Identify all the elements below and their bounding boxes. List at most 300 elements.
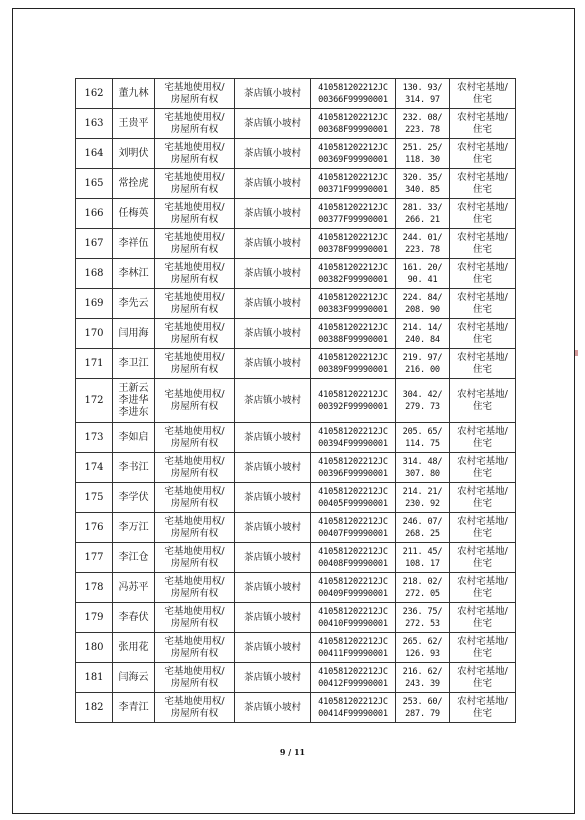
area-cell — [396, 603, 450, 633]
area-cell — [396, 379, 450, 423]
certificate-number-line: 410581202212JC — [318, 456, 388, 467]
right-type-line: 宅基地使用权/ — [164, 171, 225, 183]
land-use-line: 农村宅基地/ — [457, 171, 508, 183]
table-row — [76, 109, 516, 139]
row-number-cell: 182 — [76, 693, 113, 723]
right-type-cell — [155, 319, 235, 349]
area-cell — [396, 573, 450, 603]
owner-name-line: 李如启 — [118, 431, 149, 443]
certificate-number-line: 00394F99990001 — [318, 438, 388, 449]
row-number-cell: 167 — [76, 229, 113, 259]
area-line: 230. 92 — [405, 498, 440, 509]
certificate-number-line: 410581202212JC — [318, 82, 388, 93]
owner-name-cell — [113, 199, 155, 229]
certificate-number-cell — [311, 423, 396, 453]
land-use-line: 住宅 — [472, 647, 492, 659]
area-cell — [396, 139, 450, 169]
right-type-line: 房屋所有权 — [170, 153, 219, 165]
certificate-number-line: 00405F99990001 — [318, 498, 388, 509]
row-number-cell: 165 — [76, 169, 113, 199]
right-type-line: 宅基地使用权/ — [164, 201, 225, 213]
right-type-cell — [155, 169, 235, 199]
area-line: 219. 97/ — [402, 352, 443, 363]
owner-name-line: 刘明伏 — [118, 147, 149, 159]
certificate-number-line: 00378F99990001 — [318, 244, 388, 255]
row-number-cell: 178 — [76, 573, 113, 603]
right-type-cell — [155, 199, 235, 229]
row-number-cell: 162 — [76, 79, 113, 109]
certificate-number-cell — [311, 693, 396, 723]
certificate-number-line: 410581202212JC — [318, 486, 388, 497]
table-row — [76, 139, 516, 169]
right-type-line: 宅基地使用权/ — [164, 485, 225, 497]
certificate-number-cell — [311, 573, 396, 603]
right-type-line: 房屋所有权 — [170, 400, 219, 412]
owner-name-cell — [113, 79, 155, 109]
owner-name-line: 闫用海 — [118, 327, 149, 339]
certificate-number-line: 00408F99990001 — [318, 558, 388, 569]
certificate-number-line: 00407F99990001 — [318, 528, 388, 539]
land-use-line: 农村宅基地/ — [457, 425, 508, 437]
area-line: 253. 60/ — [402, 696, 443, 707]
certificate-number-line: 00414F99990001 — [318, 708, 388, 719]
land-use-line: 农村宅基地/ — [457, 605, 508, 617]
right-type-line: 房屋所有权 — [170, 587, 219, 599]
land-use-line: 住宅 — [472, 123, 492, 135]
area-line: 314. 97 — [405, 94, 440, 105]
row-number-cell: 176 — [76, 513, 113, 543]
area-line: 243. 39 — [405, 678, 440, 689]
area-line: 314. 48/ — [402, 456, 443, 467]
area-cell — [396, 169, 450, 199]
owner-name-line: 李江仓 — [118, 551, 149, 563]
right-type-line: 房屋所有权 — [170, 123, 219, 135]
row-number-cell: 171 — [76, 349, 113, 379]
area-line: 251. 25/ — [402, 142, 443, 153]
owner-name-cell — [113, 693, 155, 723]
location-cell: 茶店镇小坡村 — [235, 483, 311, 513]
area-cell — [396, 229, 450, 259]
right-type-line: 房屋所有权 — [170, 363, 219, 375]
area-line: 211. 45/ — [402, 546, 443, 557]
right-type-line: 宅基地使用权/ — [164, 351, 225, 363]
location-cell: 茶店镇小坡村 — [235, 319, 311, 349]
certificate-number-cell — [311, 603, 396, 633]
area-line: 126. 93 — [405, 648, 440, 659]
certificate-number-cell — [311, 289, 396, 319]
right-type-line: 宅基地使用权/ — [164, 81, 225, 93]
owner-name-cell — [113, 513, 155, 543]
right-type-cell — [155, 603, 235, 633]
right-type-line: 宅基地使用权/ — [164, 515, 225, 527]
right-type-line: 房屋所有权 — [170, 497, 219, 509]
table-row — [76, 603, 516, 633]
certificate-number-line: 410581202212JC — [318, 696, 388, 707]
certificate-number-cell — [311, 109, 396, 139]
area-line: 208. 90 — [405, 304, 440, 315]
land-use-cell — [450, 603, 516, 633]
right-type-cell — [155, 423, 235, 453]
row-number-cell: 168 — [76, 259, 113, 289]
right-type-cell — [155, 379, 235, 423]
certificate-number-line: 410581202212JC — [318, 636, 388, 647]
table-row — [76, 573, 516, 603]
land-use-line: 农村宅基地/ — [457, 635, 508, 647]
right-type-cell — [155, 289, 235, 319]
certificate-number-line: 410581202212JC — [318, 426, 388, 437]
owner-name-line: 李春伏 — [118, 611, 149, 623]
land-use-line: 住宅 — [472, 557, 492, 569]
owner-name-line: 董九林 — [118, 87, 149, 99]
certificate-number-line: 00396F99990001 — [318, 468, 388, 479]
area-line: 214. 14/ — [402, 322, 443, 333]
registration-table — [75, 78, 516, 723]
right-type-line: 宅基地使用权/ — [164, 425, 225, 437]
certificate-number-line: 410581202212JC — [318, 576, 388, 587]
area-line: 268. 25 — [405, 528, 440, 539]
land-use-line: 住宅 — [472, 273, 492, 285]
right-type-line: 房屋所有权 — [170, 303, 219, 315]
land-use-line: 住宅 — [472, 303, 492, 315]
certificate-number-line: 410581202212JC — [318, 292, 388, 303]
location-cell: 茶店镇小坡村 — [235, 109, 311, 139]
table-row — [76, 379, 516, 423]
location-cell: 茶店镇小坡村 — [235, 693, 311, 723]
certificate-number-cell — [311, 543, 396, 573]
right-type-cell — [155, 229, 235, 259]
table-row — [76, 259, 516, 289]
owner-name-cell — [113, 543, 155, 573]
right-type-line: 宅基地使用权/ — [164, 141, 225, 153]
table-row — [76, 199, 516, 229]
owner-name-cell — [113, 483, 155, 513]
certificate-number-line: 00388F99990001 — [318, 334, 388, 345]
land-use-line: 农村宅基地/ — [457, 111, 508, 123]
right-type-line: 宅基地使用权/ — [164, 261, 225, 273]
right-type-line: 房屋所有权 — [170, 617, 219, 629]
land-use-line: 农村宅基地/ — [457, 141, 508, 153]
owner-name-cell — [113, 139, 155, 169]
right-type-line: 房屋所有权 — [170, 647, 219, 659]
certificate-number-line: 00382F99990001 — [318, 274, 388, 285]
owner-name-line: 李先云 — [118, 297, 149, 309]
land-use-line: 住宅 — [472, 617, 492, 629]
certificate-number-line: 00383F99990001 — [318, 304, 388, 315]
owner-name-line: 任梅英 — [118, 207, 149, 219]
area-line: 246. 07/ — [402, 516, 443, 527]
certificate-number-line: 410581202212JC — [318, 202, 388, 213]
owner-name-cell — [113, 603, 155, 633]
owner-name-line: 李万江 — [118, 521, 149, 533]
area-cell — [396, 79, 450, 109]
row-number-cell: 163 — [76, 109, 113, 139]
land-use-line: 住宅 — [472, 333, 492, 345]
area-cell — [396, 349, 450, 379]
land-use-line: 农村宅基地/ — [457, 695, 508, 707]
land-use-line: 农村宅基地/ — [457, 575, 508, 587]
area-line: 240. 84 — [405, 334, 440, 345]
land-use-cell — [450, 513, 516, 543]
right-type-line: 房屋所有权 — [170, 183, 219, 195]
right-type-cell — [155, 453, 235, 483]
certificate-number-line: 410581202212JC — [318, 389, 388, 400]
table-row — [76, 543, 516, 573]
area-cell — [396, 693, 450, 723]
area-cell — [396, 319, 450, 349]
right-type-line: 房屋所有权 — [170, 677, 219, 689]
land-use-line: 农村宅基地/ — [457, 515, 508, 527]
area-line: 232. 08/ — [402, 112, 443, 123]
land-use-line: 农村宅基地/ — [457, 201, 508, 213]
certificate-number-cell — [311, 229, 396, 259]
certificate-number-line: 410581202212JC — [318, 546, 388, 557]
certificate-number-line: 410581202212JC — [318, 112, 388, 123]
owner-name-line: 闫海云 — [118, 671, 149, 683]
owner-name-cell — [113, 229, 155, 259]
location-cell: 茶店镇小坡村 — [235, 379, 311, 423]
location-cell: 茶店镇小坡村 — [235, 139, 311, 169]
certificate-number-cell — [311, 663, 396, 693]
land-use-cell — [450, 379, 516, 423]
area-line: 272. 05 — [405, 588, 440, 599]
land-use-line: 农村宅基地/ — [457, 545, 508, 557]
right-type-line: 房屋所有权 — [170, 557, 219, 569]
right-type-cell — [155, 573, 235, 603]
owner-name-cell — [113, 289, 155, 319]
table-row — [76, 663, 516, 693]
area-cell — [396, 663, 450, 693]
area-line: 216. 62/ — [402, 666, 443, 677]
area-line: 236. 75/ — [402, 606, 443, 617]
certificate-number-line: 00409F99990001 — [318, 588, 388, 599]
land-use-line: 住宅 — [472, 677, 492, 689]
land-use-cell — [450, 259, 516, 289]
right-type-line: 房屋所有权 — [170, 243, 219, 255]
area-line: 304. 42/ — [402, 389, 443, 400]
right-type-cell — [155, 79, 235, 109]
right-type-line: 房屋所有权 — [170, 213, 219, 225]
right-type-cell — [155, 259, 235, 289]
area-line: 281. 33/ — [402, 202, 443, 213]
certificate-number-line: 00377F99990001 — [318, 214, 388, 225]
area-line: 90. 41 — [407, 274, 438, 285]
location-cell: 茶店镇小坡村 — [235, 633, 311, 663]
right-type-line: 宅基地使用权/ — [164, 231, 225, 243]
area-line: 307. 80 — [405, 468, 440, 479]
table-row — [76, 513, 516, 543]
certificate-number-cell — [311, 513, 396, 543]
area-line: 223. 78 — [405, 124, 440, 135]
row-number-cell: 175 — [76, 483, 113, 513]
right-type-cell — [155, 543, 235, 573]
table-body — [76, 79, 516, 723]
table-row — [76, 423, 516, 453]
right-type-cell — [155, 513, 235, 543]
certificate-number-cell — [311, 79, 396, 109]
certificate-number-line: 00369F99990001 — [318, 154, 388, 165]
owner-name-cell — [113, 109, 155, 139]
right-type-line: 宅基地使用权/ — [164, 321, 225, 333]
area-line: 287. 79 — [405, 708, 440, 719]
land-use-line: 住宅 — [472, 400, 492, 412]
area-cell — [396, 289, 450, 319]
land-use-cell — [450, 289, 516, 319]
owner-name-cell — [113, 259, 155, 289]
owner-name-line: 王贵平 — [118, 117, 149, 129]
land-use-cell — [450, 453, 516, 483]
right-type-line: 宅基地使用权/ — [164, 388, 225, 400]
right-type-cell — [155, 139, 235, 169]
certificate-number-line: 410581202212JC — [318, 516, 388, 527]
land-use-cell — [450, 319, 516, 349]
certificate-number-line: 410581202212JC — [318, 172, 388, 183]
scan-mark — [575, 350, 578, 356]
land-use-cell — [450, 573, 516, 603]
land-use-line: 住宅 — [472, 213, 492, 225]
area-line: 340. 85 — [405, 184, 440, 195]
land-use-cell — [450, 109, 516, 139]
owner-name-line: 李林江 — [118, 267, 149, 279]
table-row — [76, 633, 516, 663]
right-type-line: 宅基地使用权/ — [164, 665, 225, 677]
certificate-number-cell — [311, 453, 396, 483]
land-use-cell — [450, 423, 516, 453]
location-cell: 茶店镇小坡村 — [235, 423, 311, 453]
land-use-line: 住宅 — [472, 467, 492, 479]
land-use-line: 农村宅基地/ — [457, 291, 508, 303]
owner-name-cell — [113, 453, 155, 483]
right-type-cell — [155, 483, 235, 513]
owner-name-cell — [113, 573, 155, 603]
land-use-cell — [450, 229, 516, 259]
land-use-line: 住宅 — [472, 587, 492, 599]
certificate-number-cell — [311, 139, 396, 169]
certificate-number-line: 410581202212JC — [318, 232, 388, 243]
area-cell — [396, 543, 450, 573]
right-type-line: 房屋所有权 — [170, 467, 219, 479]
owner-name-line: 李进东 — [118, 406, 149, 418]
certificate-number-cell — [311, 483, 396, 513]
land-use-line: 农村宅基地/ — [457, 81, 508, 93]
area-line: 161. 20/ — [402, 262, 443, 273]
owner-name-line: 常拴虎 — [118, 177, 149, 189]
land-use-line: 农村宅基地/ — [457, 261, 508, 273]
location-cell: 茶店镇小坡村 — [235, 169, 311, 199]
right-type-line: 宅基地使用权/ — [164, 575, 225, 587]
certificate-number-line: 410581202212JC — [318, 322, 388, 333]
right-type-line: 房屋所有权 — [170, 333, 219, 345]
land-use-line: 住宅 — [472, 183, 492, 195]
certificate-number-line: 00410F99990001 — [318, 618, 388, 629]
row-number-cell: 172 — [76, 379, 113, 423]
certificate-number-line: 00392F99990001 — [318, 401, 388, 412]
table-row — [76, 483, 516, 513]
location-cell: 茶店镇小坡村 — [235, 603, 311, 633]
right-type-line: 宅基地使用权/ — [164, 455, 225, 467]
certificate-number-cell — [311, 319, 396, 349]
right-type-line: 宅基地使用权/ — [164, 635, 225, 647]
table-row — [76, 229, 516, 259]
land-use-cell — [450, 349, 516, 379]
certificate-number-line: 410581202212JC — [318, 606, 388, 617]
location-cell: 茶店镇小坡村 — [235, 349, 311, 379]
land-use-line: 农村宅基地/ — [457, 388, 508, 400]
land-use-line: 住宅 — [472, 243, 492, 255]
area-line: 265. 62/ — [402, 636, 443, 647]
land-use-line: 农村宅基地/ — [457, 665, 508, 677]
land-use-cell — [450, 79, 516, 109]
owner-name-line: 李学伏 — [118, 491, 149, 503]
certificate-number-line: 00366F99990001 — [318, 94, 388, 105]
land-use-line: 农村宅基地/ — [457, 231, 508, 243]
owner-name-cell — [113, 379, 155, 423]
row-number-cell: 179 — [76, 603, 113, 633]
right-type-line: 宅基地使用权/ — [164, 111, 225, 123]
area-line: 205. 65/ — [402, 426, 443, 437]
area-cell — [396, 483, 450, 513]
right-type-line: 宅基地使用权/ — [164, 545, 225, 557]
land-use-cell — [450, 663, 516, 693]
row-number-cell: 181 — [76, 663, 113, 693]
certificate-number-line: 410581202212JC — [318, 352, 388, 363]
area-line: 244. 01/ — [402, 232, 443, 243]
right-type-cell — [155, 349, 235, 379]
owner-name-line: 王新云 — [118, 382, 149, 394]
land-use-cell — [450, 693, 516, 723]
right-type-line: 宅基地使用权/ — [164, 695, 225, 707]
owner-name-cell — [113, 633, 155, 663]
owner-name-cell — [113, 319, 155, 349]
area-cell — [396, 109, 450, 139]
certificate-number-line: 410581202212JC — [318, 262, 388, 273]
owner-name-line: 张用花 — [118, 641, 149, 653]
area-line: 279. 73 — [405, 401, 440, 412]
table-row — [76, 169, 516, 199]
owner-name-line: 李进华 — [118, 394, 149, 406]
certificate-number-line: 00389F99990001 — [318, 364, 388, 375]
area-line: 223. 78 — [405, 244, 440, 255]
certificate-number-cell — [311, 633, 396, 663]
land-use-cell — [450, 483, 516, 513]
row-number-cell: 180 — [76, 633, 113, 663]
row-number-cell: 166 — [76, 199, 113, 229]
location-cell: 茶店镇小坡村 — [235, 79, 311, 109]
certificate-number-cell — [311, 349, 396, 379]
location-cell: 茶店镇小坡村 — [235, 289, 311, 319]
land-use-cell — [450, 199, 516, 229]
area-line: 108. 17 — [405, 558, 440, 569]
land-use-cell — [450, 169, 516, 199]
land-use-line: 农村宅基地/ — [457, 455, 508, 467]
land-use-line: 住宅 — [472, 497, 492, 509]
land-use-line: 住宅 — [472, 363, 492, 375]
area-line: 266. 21 — [405, 214, 440, 225]
land-use-line: 农村宅基地/ — [457, 321, 508, 333]
area-cell — [396, 453, 450, 483]
area-line: 216. 00 — [405, 364, 440, 375]
row-number-cell: 174 — [76, 453, 113, 483]
right-type-cell — [155, 693, 235, 723]
land-use-cell — [450, 633, 516, 663]
location-cell: 茶店镇小坡村 — [235, 259, 311, 289]
page-number: 9 / 11 — [279, 747, 306, 757]
location-cell: 茶店镇小坡村 — [235, 543, 311, 573]
table-row — [76, 693, 516, 723]
location-cell: 茶店镇小坡村 — [235, 199, 311, 229]
owner-name-line: 李青江 — [118, 701, 149, 713]
certificate-number-line: 00368F99990001 — [318, 124, 388, 135]
row-number-cell: 177 — [76, 543, 113, 573]
